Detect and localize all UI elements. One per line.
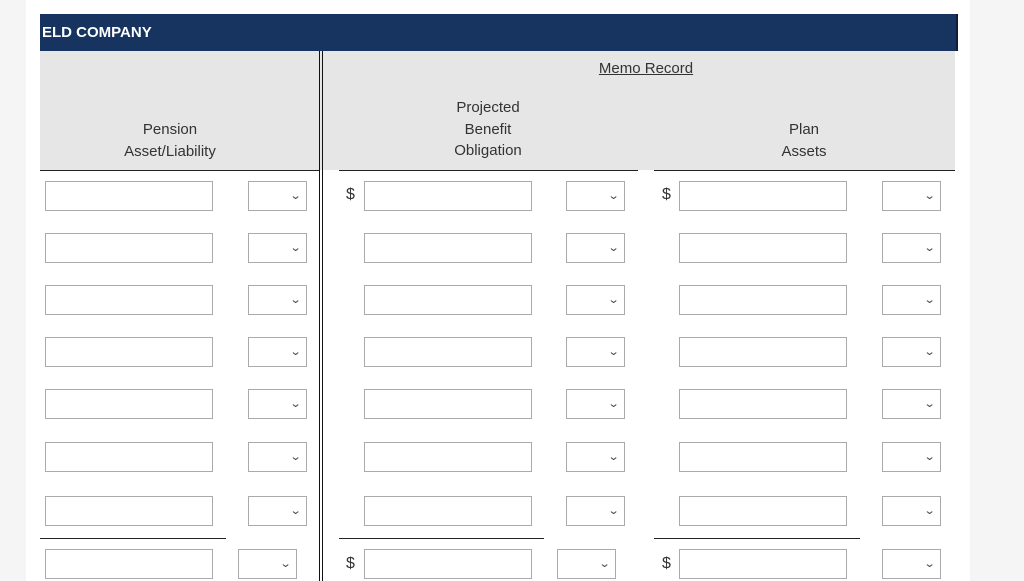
assets-total-rule [654,538,860,539]
plan-assets-header-line-2: Assets [781,142,827,160]
pension-input[interactable] [45,442,213,472]
chevron-down-icon: ⌄ [289,346,302,358]
pbo-column-header [408,97,568,162]
pension-select[interactable] [248,442,307,472]
plan-assets-select[interactable] [882,389,941,419]
chevron-down-icon: ⌄ [607,505,620,517]
chevron-down-icon: ⌄ [279,558,292,570]
plan-assets-input[interactable] [679,496,847,526]
plan-assets-input[interactable] [679,337,847,367]
worksheet-panel [26,0,970,581]
assets-header-rule [654,170,955,171]
plan-assets-total-input[interactable] [679,549,847,579]
plan-assets-input[interactable] [679,389,847,419]
plan-assets-input[interactable] [679,233,847,263]
pbo-select[interactable] [566,442,625,472]
plan-assets-input[interactable] [679,442,847,472]
pension-input[interactable] [45,233,213,263]
company-title: ELD COMPANY [42,24,152,41]
chevron-down-icon: ⌄ [289,398,302,410]
pbo-select[interactable] [566,337,625,367]
plan-assets-header-line-1: Plan [788,121,820,138]
plan-assets-total-select[interactable] [882,549,941,579]
pension-input[interactable] [45,496,213,526]
pbo-input[interactable] [364,181,532,211]
pbo-currency-symbol: $ [346,186,355,203]
pension-select[interactable] [248,496,307,526]
assets-currency-symbol: $ [662,186,671,203]
chevron-down-icon: ⌄ [607,242,620,254]
pension-select[interactable] [248,337,307,367]
column-divider [319,51,323,581]
pbo-header-line-2: Benefit [464,120,512,138]
chevron-down-icon: ⌄ [289,294,302,306]
pbo-header-line-1: Projected [456,99,520,116]
pbo-total-select[interactable] [557,549,616,579]
pbo-total-rule [339,538,544,539]
pbo-header-line-3: Obligation [454,142,522,159]
plan-assets-select[interactable] [882,337,941,367]
pension-input[interactable] [45,285,213,315]
pension-select[interactable] [248,389,307,419]
pension-input[interactable] [45,337,213,367]
chevron-down-icon: ⌄ [607,346,620,358]
pension-total-select[interactable] [238,549,297,579]
memo-record-heading: Memo Record [598,60,694,77]
plan-assets-input[interactable] [679,181,847,211]
title-bar [40,14,958,51]
pbo-input[interactable] [364,285,532,315]
pbo-input[interactable] [364,496,532,526]
plan-assets-select[interactable] [882,233,941,263]
pension-total-rule [40,538,226,539]
plan-assets-select[interactable] [882,442,941,472]
chevron-down-icon: ⌄ [289,242,302,254]
pbo-select[interactable] [566,181,625,211]
pension-select[interactable] [248,181,307,211]
plan-assets-column-header [724,119,884,162]
pbo-total-currency-symbol: $ [346,555,355,572]
chevron-down-icon: ⌄ [607,398,620,410]
chevron-down-icon: ⌄ [598,558,611,570]
chevron-down-icon: ⌄ [289,505,302,517]
chevron-down-icon: ⌄ [607,190,620,202]
pbo-total-input[interactable] [364,549,532,579]
pbo-input[interactable] [364,233,532,263]
pension-input[interactable] [45,181,213,211]
plan-assets-select[interactable] [882,181,941,211]
pbo-input[interactable] [364,389,532,419]
chevron-down-icon: ⌄ [923,294,936,306]
pension-header-line-2: Asset/Liability [124,142,216,160]
chevron-down-icon: ⌄ [923,398,936,410]
pbo-select[interactable] [566,233,625,263]
chevron-down-icon: ⌄ [923,558,936,570]
pension-header-rule [40,170,319,171]
pension-select[interactable] [248,285,307,315]
pension-total-input[interactable] [45,549,213,579]
assets-total-currency-symbol: $ [662,555,671,572]
pbo-input[interactable] [364,337,532,367]
chevron-down-icon: ⌄ [923,346,936,358]
plan-assets-select[interactable] [882,496,941,526]
pension-input[interactable] [45,389,213,419]
pbo-select[interactable] [566,496,625,526]
pension-select[interactable] [248,233,307,263]
chevron-down-icon: ⌄ [923,505,936,517]
pbo-header-rule [339,170,638,171]
chevron-down-icon: ⌄ [923,190,936,202]
pbo-select[interactable] [566,389,625,419]
pbo-input[interactable] [364,442,532,472]
pbo-select[interactable] [566,285,625,315]
chevron-down-icon: ⌄ [289,451,302,463]
chevron-down-icon: ⌄ [607,451,620,463]
plan-assets-input[interactable] [679,285,847,315]
chevron-down-icon: ⌄ [289,190,302,202]
pension-column-header [90,119,250,162]
pension-header-line-1: Pension [142,121,198,138]
chevron-down-icon: ⌄ [607,294,620,306]
plan-assets-select[interactable] [882,285,941,315]
chevron-down-icon: ⌄ [923,451,936,463]
chevron-down-icon: ⌄ [923,242,936,254]
